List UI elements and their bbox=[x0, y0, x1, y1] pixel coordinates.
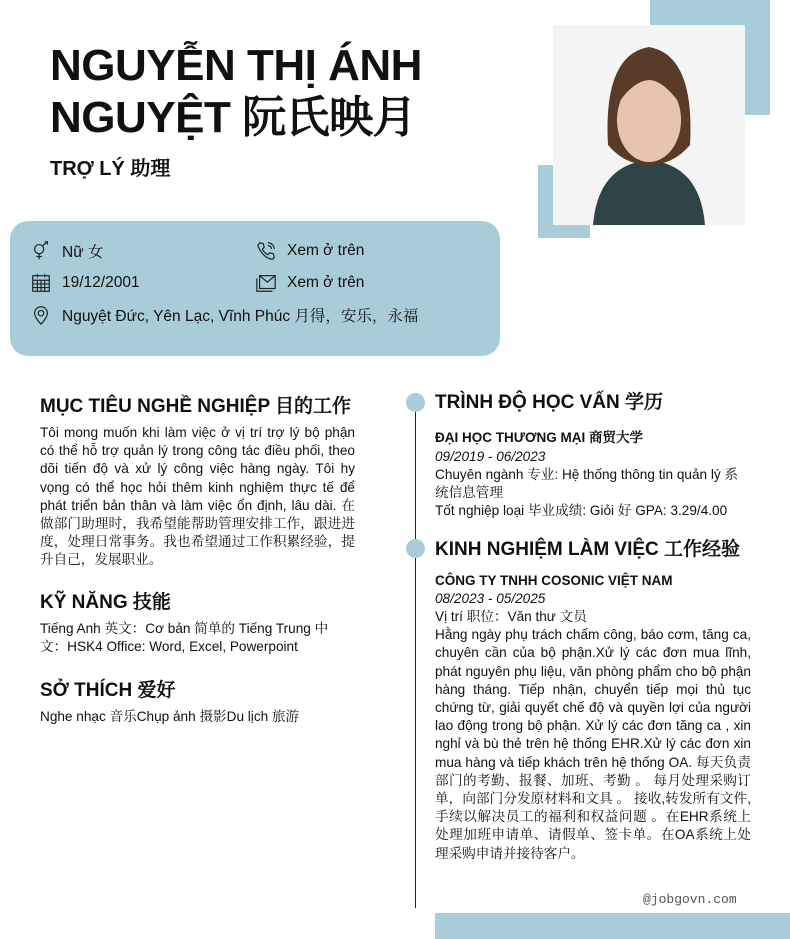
school-name: ĐẠI HỌC THƯƠNG MẠI 商贸大学 bbox=[435, 430, 643, 445]
objective-section bbox=[40, 391, 355, 570]
gender-text: Nữ 女 bbox=[62, 244, 104, 261]
decor-bottom-bar bbox=[538, 225, 590, 238]
birthdate-text: 19/12/2001 bbox=[62, 274, 140, 291]
experience-section bbox=[435, 534, 751, 863]
address-text: Nguyệt Đức, Yên Lạc, Vĩnh Phúc 月得，安乐，永福 bbox=[62, 308, 419, 325]
decor-footer-bar bbox=[435, 913, 790, 939]
email-icon bbox=[255, 272, 277, 294]
experience-position: Vị trí 职位：Văn thư 文员 bbox=[435, 609, 587, 624]
gender-icon bbox=[30, 240, 52, 262]
hobbies-text: Nghe nhạc 音乐Chụp ảnh 摄影Du lịch 旅游 bbox=[40, 709, 300, 724]
company-name: CÔNG TY TNHH COSONIC VIỆT NAM bbox=[435, 573, 673, 588]
candidate-name: NGUYỄN THỊ ÁNH NGUYỆT 阮氏映月 bbox=[50, 41, 422, 142]
email-text: Xem ở trên bbox=[287, 274, 365, 291]
education-section bbox=[435, 387, 751, 521]
job-title: TRỢ LÝ 助理 bbox=[50, 158, 171, 180]
contact-gender bbox=[30, 240, 103, 262]
experience-dates: 08/2023 - 05/2025 bbox=[435, 591, 546, 606]
education-grade: Tốt nghiệp loại 毕业成绩: Giỏi 好 GPA: 3.29/4.00 bbox=[435, 503, 728, 519]
calendar-icon bbox=[30, 272, 52, 294]
timeline-line bbox=[415, 402, 416, 908]
objective-text: Tôi mong muốn khi làm việc ở vị trí trợ lý bộ phận có thể hỗ trợ quản lý trong công tác điều phối, theo dõi tiến độ và xử lý công việc hàng ngày. Tôi hy vọng có thể học hỏi thêm kinh nghiệm thực tế để phát triển bản thân và làm việc ổn định, lâu dài. 在做部门助理时，我希望能帮助管理安排工作，跟进进度，处理日常事务。我也希望通过工作积累经验，提升自己，发展职业。 bbox=[40, 425, 355, 568]
skills-text: Tiếng Anh 英文：Cơ bản 简单的 Tiếng Trung 中文：HSK4 Office: Word, Excel, Powerpoint bbox=[40, 621, 329, 655]
education-heading: TRÌNH ĐỘ HỌC VẤN 学历 bbox=[435, 392, 664, 413]
profile-photo bbox=[553, 25, 745, 225]
contact-panel bbox=[10, 221, 500, 356]
phone-text: Xem ở trên bbox=[287, 242, 365, 259]
experience-heading: KINH NGHIỆM LÀM VIỆC 工作经验 bbox=[435, 539, 741, 560]
education-dates: 09/2019 - 06/2023 bbox=[435, 449, 546, 464]
hobbies-heading: SỞ THÍCH 爱好 bbox=[40, 680, 176, 701]
contact-address bbox=[30, 304, 418, 326]
timeline-dot bbox=[406, 393, 425, 412]
decor-right-bar bbox=[745, 0, 770, 115]
hobbies-section bbox=[40, 675, 355, 726]
skills-section bbox=[40, 587, 355, 656]
watermark: @jobgovn.com bbox=[643, 892, 737, 907]
contact-phone[interactable] bbox=[255, 240, 364, 262]
contact-birthdate bbox=[30, 272, 140, 294]
skills-heading: KỸ NĂNG 技能 bbox=[40, 592, 171, 613]
contact-email[interactable] bbox=[255, 272, 364, 294]
objective-heading: MỤC TIÊU NGHỀ NGHIỆP 目的工作 bbox=[40, 396, 352, 417]
phone-icon bbox=[255, 240, 277, 262]
location-icon bbox=[30, 304, 52, 326]
experience-description: Hằng ngày phụ trách chấm công, báo cơm, tăng ca, chuyên cần của bộ phận.Xử lý các đơn mua lĩnh, phát nguyên phụ liệu, văn phòng phẩm cho bộ phận hàng tháng. Tiếp nhận, chuyển tiếp mọi thủ tục chứng từ, giải quyết chế độ và quyền lợi của người lao động trong bộ phận. Xử lý các đơn tăng ca , xin nghỉ và bù thẻ trên hệ thống EHR.Xử lý các đơn xin mua hàng và tiếp khách trên hệ thống OA. 每天负责部门的考勤、报餐、加班、考勤 。 每月处理采购订单，向部门分发原材料和文具 。 接收,转发所有文件,手续以解决员工的福利和权益问题 。在EHR系统上处理加班申请单、请假单、签卡单。在OA系统上处理采购申请并接待客户。 bbox=[435, 627, 751, 861]
education-major: Chuyên ngành 专业: Hệ thống thông tin quản lý 系统信息管理 bbox=[435, 467, 739, 501]
timeline-dot bbox=[406, 539, 425, 558]
